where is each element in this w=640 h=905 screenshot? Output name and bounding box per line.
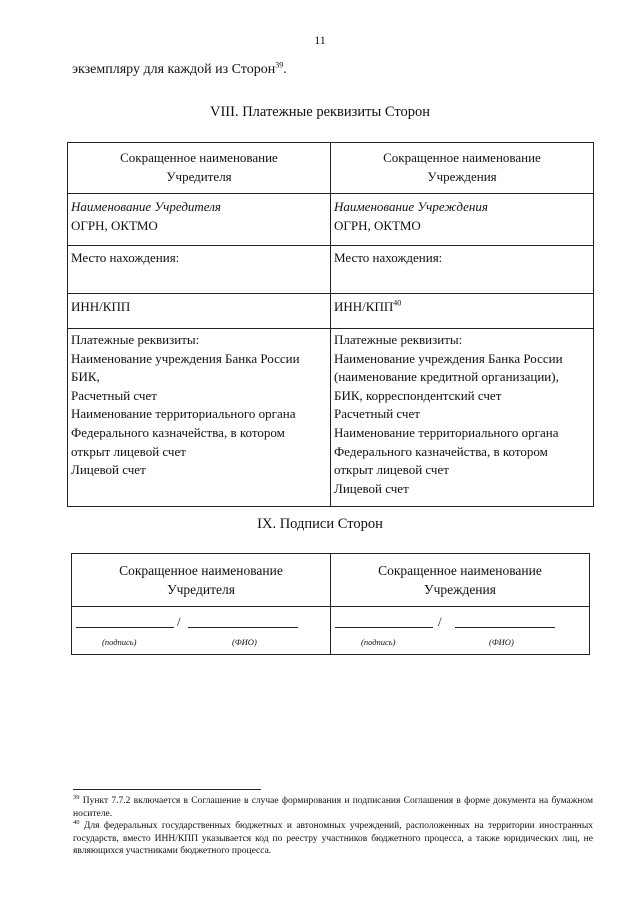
founder-signature-caption: (подпись) <box>102 637 137 647</box>
institution-signature-slash: / <box>438 614 442 629</box>
founder-name-cell <box>68 194 331 246</box>
founder-signature-header-line-1: Сокращенное наименование <box>119 563 283 578</box>
founder-name-blank[interactable] <box>188 627 298 628</box>
institution-name-blank[interactable] <box>455 627 555 628</box>
institution-payment-cell <box>331 329 594 507</box>
institution-signature-blank[interactable] <box>335 627 433 628</box>
institution-header-line-2: Учреждения <box>427 169 497 184</box>
intro-text <box>72 62 287 78</box>
signatures-table <box>71 553 590 655</box>
footnote-ref-39: 39 <box>275 60 284 70</box>
founder-inn-cell <box>68 294 331 329</box>
footnote-ref-40: 40 <box>393 298 402 308</box>
intro-body: экземпляру для каждой из Сторон <box>72 62 276 77</box>
founder-payment-line: БИК, <box>71 369 100 385</box>
table-row <box>68 329 594 507</box>
founder-payment-line: Наименование учреждения Банка России <box>71 350 300 366</box>
founder-header-cell <box>68 143 331 194</box>
intro-end: . <box>283 62 287 77</box>
founder-payment-line: открыт лицевой счет <box>71 443 186 459</box>
founder-signature-cell <box>72 607 331 655</box>
founder-payment-line: Наименование территориального органа <box>71 406 296 422</box>
institution-payment-line: Наименование учреждения Банка России <box>334 350 563 366</box>
table-row <box>72 554 590 607</box>
founder-payment-cell <box>68 329 331 507</box>
institution-payment-line: Расчетный счет <box>334 406 420 422</box>
section-9-title: IX. Подписи Сторон <box>257 516 383 532</box>
institution-payment-line: БИК, корреспондентский счет <box>334 387 502 403</box>
founder-payment-line: Расчетный счет <box>71 387 157 403</box>
institution-location-cell <box>331 246 594 294</box>
founder-name: Наименование Учредителя <box>71 199 221 214</box>
founder-name-caption: (ФИО) <box>232 637 257 647</box>
institution-name-caption: (ФИО) <box>489 637 514 647</box>
section-8-title: VIII. Платежные реквизиты Сторон <box>210 104 430 120</box>
institution-inn-cell <box>331 294 594 329</box>
footnote-40 <box>73 820 593 858</box>
founder-header-line-2: Учредителя <box>166 169 232 184</box>
footnote-separator <box>73 789 261 790</box>
founder-payment-line: Лицевой счет <box>71 462 146 478</box>
institution-ids: ОГРН, ОКТМО <box>334 217 421 233</box>
founder-signature-header-cell <box>72 554 331 607</box>
institution-name: Наименование Учреждения <box>334 199 488 214</box>
founder-signature-blank[interactable] <box>76 627 174 628</box>
institution-payment-line: Федерального казначейства, в котором <box>334 443 548 459</box>
table-row <box>68 194 594 246</box>
institution-signature-header-line-2: Учреждения <box>424 582 496 597</box>
founder-signature-header-line-2: Учредителя <box>167 582 235 597</box>
footnote-39 <box>73 795 593 820</box>
table-row <box>68 143 594 194</box>
founder-location: Место нахождения: <box>71 250 180 265</box>
table-row <box>68 246 594 294</box>
table-row <box>68 294 594 329</box>
institution-payment-line: Платежные реквизиты: <box>334 332 463 347</box>
footnote-number: 40 <box>73 818 80 826</box>
institution-payment-line: Наименование территориального органа <box>334 424 559 440</box>
footnote-text: Пункт 7.7.2 включается в Соглашение в случае формирования и подписания Соглашения в форме документа на бумажном носителе. <box>73 796 593 819</box>
payment-details-table <box>67 142 594 507</box>
institution-signature-header-line-1: Сокращенное наименование <box>378 563 542 578</box>
founder-payment-line: Федерального казначейства, в котором <box>71 424 285 440</box>
institution-payment-line: открыт лицевой счет <box>334 462 449 478</box>
founder-inn: ИНН/КПП <box>71 299 131 314</box>
founder-payment-line: Платежные реквизиты: <box>71 332 200 347</box>
footnotes <box>73 795 593 858</box>
footnote-text: Для федеральных государственных бюджетных и автономных учреждений, расположенных на территории иностранных государств, вместо ИНН/КПП указывается код по реестру участников бюджетного процесса, а также юридических лиц, не являющихся участниками бюджетного процесса. <box>73 821 593 856</box>
founder-signature-slash: / <box>177 614 181 629</box>
institution-inn: ИНН/КПП <box>334 299 394 314</box>
institution-signature-cell <box>331 607 590 655</box>
institution-header-cell <box>331 143 594 194</box>
founder-header-line-1: Сокращенное наименование <box>120 150 278 166</box>
table-row <box>72 607 590 655</box>
institution-signature-header-cell <box>331 554 590 607</box>
institution-location: Место нахождения: <box>334 250 443 265</box>
institution-payment-line: (наименование кредитной организации), <box>334 369 559 385</box>
page-number: 11 <box>314 33 326 47</box>
institution-signature-caption: (подпись) <box>361 637 396 647</box>
institution-name-cell <box>331 194 594 246</box>
institution-header-line-1: Сокращенное наименование <box>383 150 541 166</box>
founder-ids: ОГРН, ОКТМО <box>71 217 158 233</box>
founder-location-cell <box>68 246 331 294</box>
institution-payment-line: Лицевой счет <box>334 480 409 496</box>
footnote-number: 39 <box>73 793 80 801</box>
